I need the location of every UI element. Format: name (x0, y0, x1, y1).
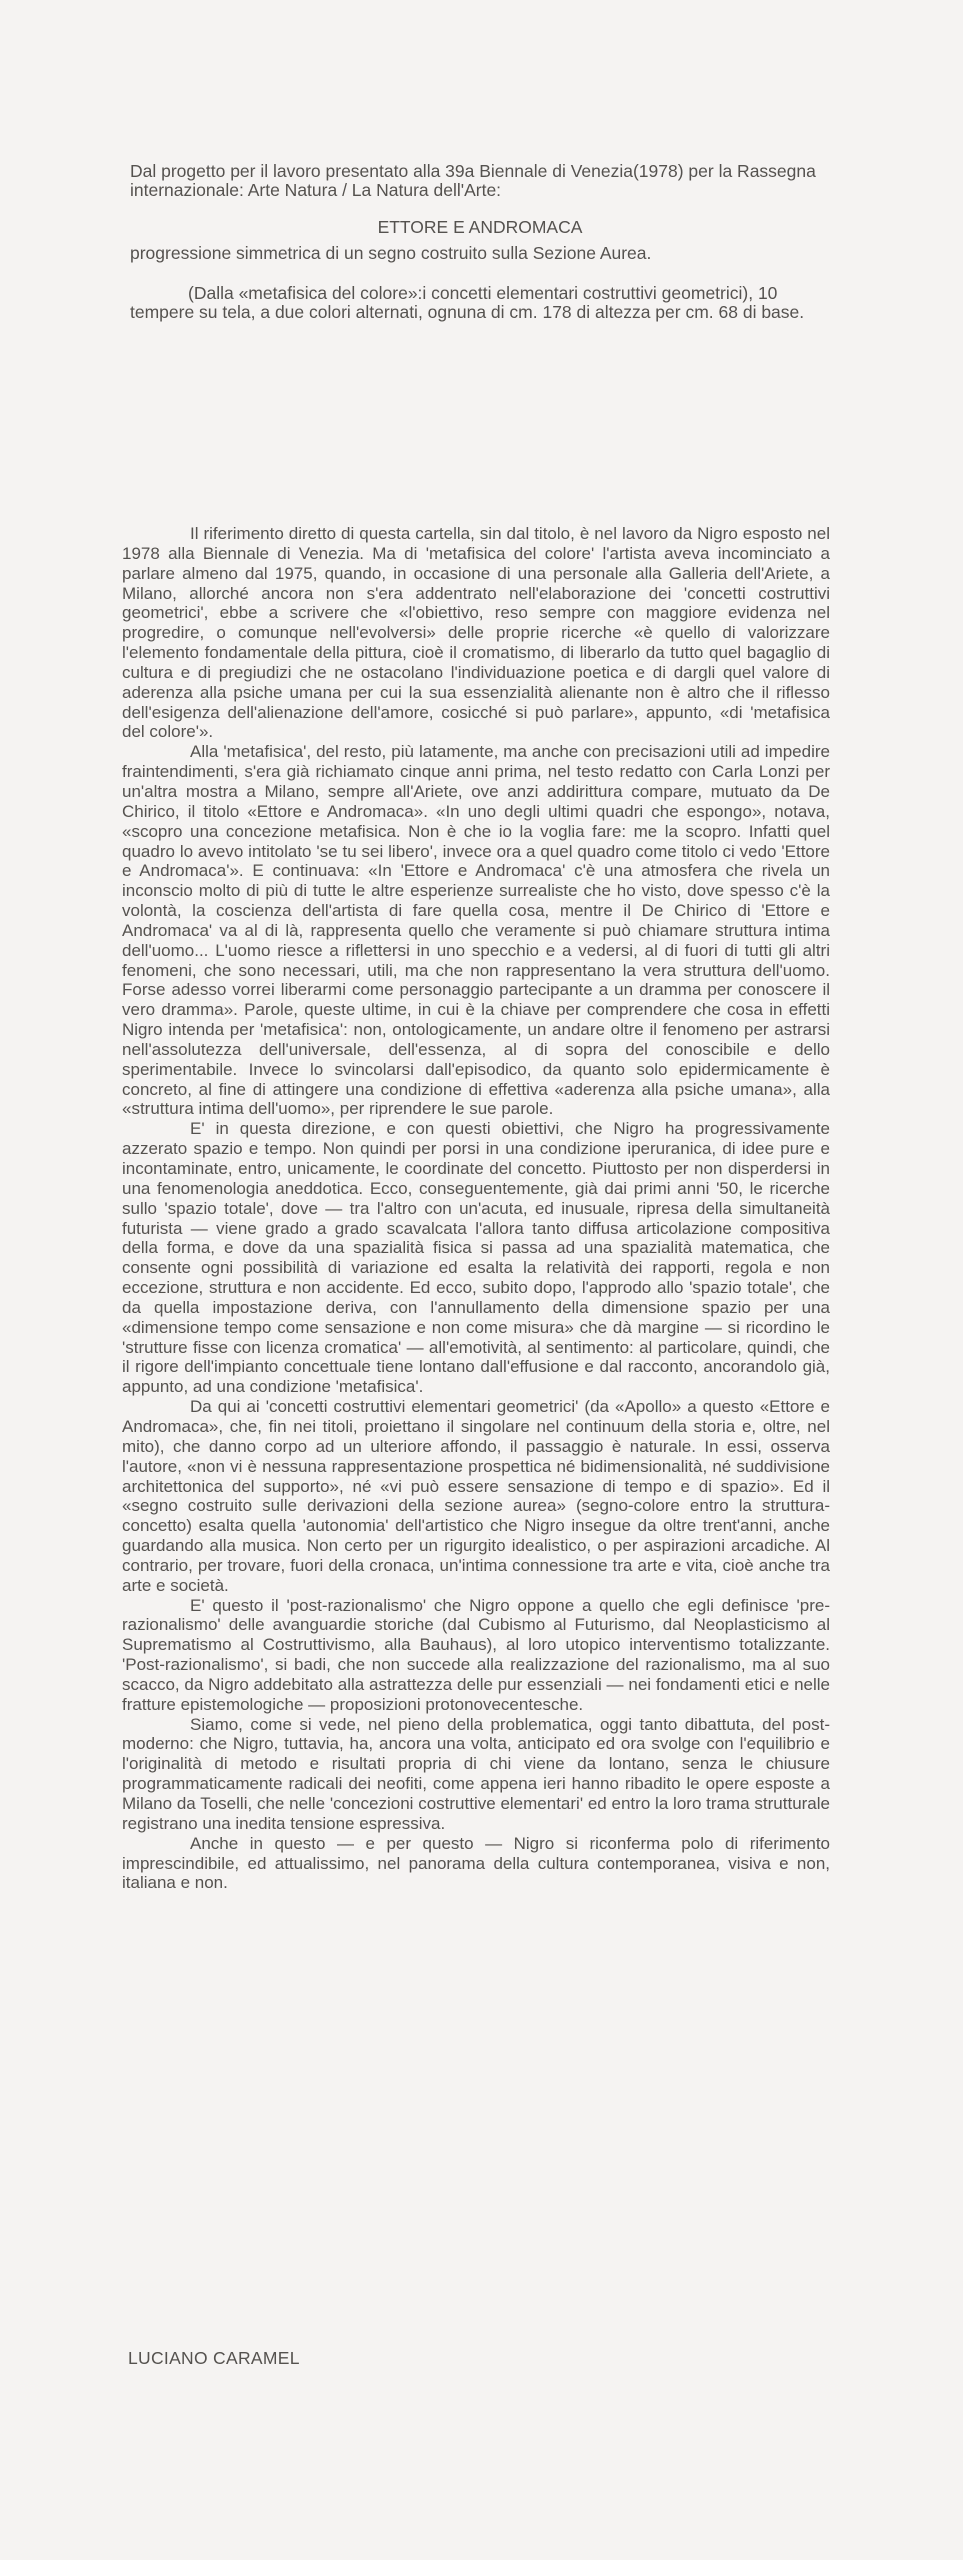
technique-note: (Dalla «metafisica del colore»:i concetti elementari costruttivi geometrici), 10 tempere su tela, a due colori alternati, ognuna di cm. 178 di altezza per cm. 68 di base. (130, 283, 805, 322)
document-title: ETTORE E ANDROMACA (377, 217, 583, 237)
essay-paragraph: Siamo, come si vede, nel pieno della problematica, oggi tanto dibattuta, del post-moderno: che Nigro, tuttavia, ha, ancora una volta, anticipato ed ora svolge con l'equilibrio e l'originalità di metodo e risultati propria di chi viene da lontano, senza le chiusure programmaticamente radicali dei neofiti, come appena ieri hanno ribadito le opere esposte a Milano da Toselli, che nelle 'concezioni costruttive elementari' ed entro la loro trama strutturale registrano una inedita tensione espressiva. (122, 1714, 830, 1833)
document-subtitle: progressione simmetrica di un segno costruito sulla Sezione Aurea. (130, 243, 652, 263)
essay-paragraph: Anche in questo — e per questo — Nigro si riconferma polo di riferimento imprescindibile, ed attualissimo, nel panorama della cultura contemporanea, visiva e non, italiana e non. (122, 1833, 830, 1893)
essay-paragraph: Alla 'metafisica', del resto, più latamente, ma anche con precisazioni utili ad impedire fraintendimenti, s'era già richiamato cinque anni prima, nel testo redatto con Carla Lonzi per un'altra mostra a Milano, sempre all'Ariete, ove anzi addirittura compare, mutuato da De Chirico, il titolo «Ettore e Andromaca». «In uno degli ultimi quadri che espongo», notava, «scopro una concezione metafisica. Non è che io la voglia fare: me la scopro. Infatti quel quadro lo avevo intitolato 'se tu sei libero', invece ora a quel quadro come titolo ci vedo 'Ettore e Andromaca'». E continuava: «In 'Ettore e Andromaca' c'è una atmosfera che rivela un inconscio molto di più di tutte le altre esperienze surrealiste che ho visto, dove spesso c'è la volontà, la coscienza dell'artista di fare quella cosa, mentre il De Chirico di 'Ettore e Andromaca' va al di là, rappresenta quello che veramente si può chiamare struttura intima dell'uomo... L'uomo riesce a riflettersi in uno specchio e a vedersi, al di fuori di tutti gli altri fenomeni, che sono necessari, utili, ma che non rappresentano la vera struttura dell'uomo. Forse adesso vorrei liberarmi come personaggio partecipante a un dramma per conoscere il vero dramma». Parole, queste ultime, in cui è la chiave per comprendere che cosa in effetti Nigro intenda per 'metafisica': non, ontologicamente, un andare oltre il fenomeno per astrarsi nell'assolutezza dell'universale, dell'essenza, al di sopra del conoscibile e dello sperimentabile. Invece lo svincolarsi dall'episodico, da quanto solo epidermicamente è concreto, al fine di attingere una condizione di effettiva «aderenza alla psiche umana», alla «struttura intima dell'uomo», per riprendere le sue parole. (122, 742, 830, 1119)
essay-paragraph: E' in questa direzione, e con questi obiettivi, che Nigro ha progressivamente azzerato spazio e tempo. Non quindi per porsi in una condizione iperuranica, di idee pure e incontaminate, entro, unicamente, le coordinate del concetto. Piuttosto per non disperdersi in una fenomenologia aneddotica. Ecco, conseguentemente, già dai primi anni '50, le ricerche sullo 'spazio totale', dove — tra l'altro con un'acuta, ed inusuale, ripresa della simultaneità futurista — viene grado a grado scavalcata l'allora tanto diffusa articolazione compositiva della forma, e dove da una spazialità fisica si passa ad una spazialità matematica, che consente ogni possibilità di variazione ed esalta la relatività dei rapporti, regola e non eccezione, struttura e non accidente. Ed ecco, subito dopo, l'approdo allo 'spazio totale', che da quella impostazione deriva, con l'annullamento della dimensione spazio per una «dimensione tempo come sensazione e non come misura» che dà margine — si ricordino le 'strutture fisse con licenza cromatica' — all'emotività, al sentimento: al particolare, quindi, che il rigore dell'impianto concettuale tiene lontano dall'effusione e dal racconto, ancorandolo già, appunto, ad una condizione 'metafisica'. (122, 1119, 830, 1397)
essay-body (122, 524, 830, 1893)
author-signature: LUCIANO CARAMEL (128, 2348, 300, 2368)
essay-paragraph: Il riferimento diretto di questa cartella, sin dal titolo, è nel lavoro da Nigro esposto nel 1978 alla Biennale di Venezia. Ma di 'metafisica del colore' l'artista aveva incominciato a parlare almeno dal 1975, quando, in occasione di una personale alla Galleria dell'Ariete, a Milano, allorché ancora non s'era addentrato nell'elaborazione dei 'concetti costruttivi geometrici', ebbe a scrivere che «l'obiettivo, reso sempre con maggiore evidenza nel progredire, o comunque nell'evolversi» delle proprie ricerche «è quello di valorizzare l'elemento fondamentale della pittura, cioè il cromatismo, di liberarlo da tutto quel bagaglio di cultura e di pregiudizi che ne ostacolano l'individuazione poetica e di dargli quel valore di aderenza alla psiche umana per cui la sua essenzialità alienante non è altro che il riflesso dell'esigenza dell'alienazione dell'amore, cosicché si può parlare», appunto, «di 'metafisica del colore'». (122, 524, 830, 742)
essay-paragraph: Da qui ai 'concetti costruttivi elementari geometrici' (da «Apollo» a questo «Ettore e Andromaca», che, fin nei titoli, proiettano il singolare nel continuum della storia e, oltre, nel mito), che danno corpo ad un ulteriore affondo, il passaggio è naturale. In essi, osserva l'autore, «non vi è nessuna rappresentazione prospettica né bidimensionalità, né suddivisione architettonica del supporto», né «vi può essere sensazione di tempo e di spazio». Ed il «segno costruito sulle derivazioni della sezione aurea» (segno-colore entro la struttura-concetto) esalta quella 'autonomia' dell'artistico che Nigro insegue da oltre trent'anni, anche guardando alla musica. Non certo per un rigurgito idealistico, o per aspirazioni arcadiche. Al contrario, per trovare, fuori della cronaca, un'intima connessione tra arte e vita, cioè anche tra arte e società. (122, 1397, 830, 1595)
header-intro: Dal progetto per il lavoro presentato alla 39a Biennale di Venezia(1978) per la Rassegna internazionale: Arte Natura / La Natura dell'Arte: (130, 161, 816, 200)
essay-paragraph: E' questo il 'post-razionalismo' che Nigro oppone a quello che egli definisce 'pre-razionalismo' delle avanguardie storiche (dal Cubismo al Futurismo, dal Neoplasticismo al Suprematismo al Costruttivismo, alla Bauhaus), al loro utopico interventismo totalizzante. 'Post-razionalismo', si badi, che non succede alla realizzazione del razionalismo, ma al suo scacco, da Nigro addebitato alla astrattezza delle pur essenziali — nei fondamenti etici e nelle fratture epistemologiche — proposizioni protonovecentesche. (122, 1595, 830, 1714)
